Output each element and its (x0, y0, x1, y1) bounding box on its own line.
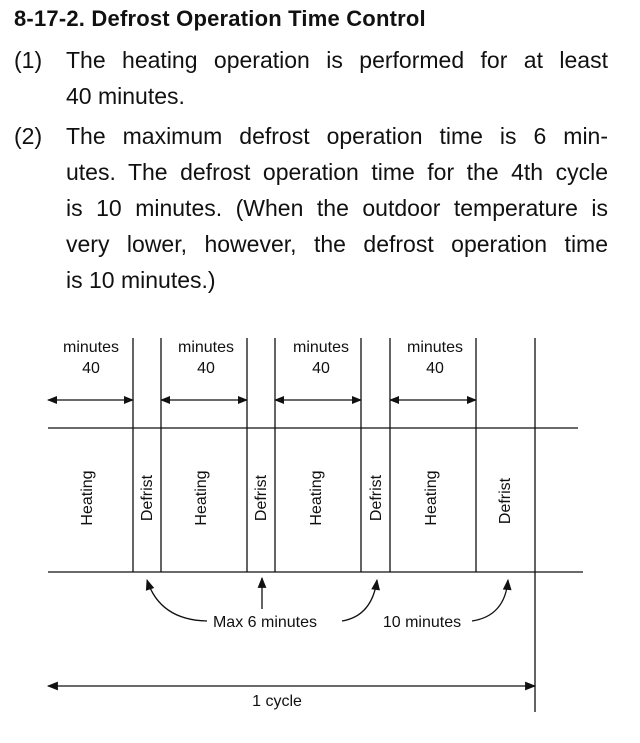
list-item-number: (2) (14, 123, 43, 149)
list-item-text (66, 42, 608, 114)
text-line: 40 minutes. (66, 83, 185, 109)
section-heading: 8-17-2. Defrost Operation Time Control (14, 6, 426, 31)
interval-label-bottom: 40 (197, 360, 215, 377)
interval-label-top: minutes (62, 339, 120, 356)
text-line: is 10 minutes. (When the outdoor temperature is (66, 195, 608, 221)
text-line: The maximum defrost operation time is 6 min- (66, 123, 608, 149)
list-item-text (66, 118, 608, 298)
max-curved-arrow (342, 580, 377, 621)
text-line: The heating operation is performed for at least (66, 47, 608, 73)
interval-label-bottom: 40 (426, 360, 444, 377)
interval-label-bottom: 40 (82, 360, 100, 377)
list-item-number: (1) (14, 47, 43, 73)
text-line: very lower, however, the defrost operation time (66, 231, 608, 257)
defrost-label: Defrist (253, 474, 270, 522)
interval-label-bottom: 40 (312, 360, 330, 377)
heating-label: Heating (79, 470, 96, 526)
defrost-label: Defrist (139, 474, 156, 522)
cycle-label: 1 cycle (252, 693, 302, 710)
interval-label-top: minutes (177, 339, 235, 356)
text-line: is 10 minutes.) (66, 267, 216, 293)
defrost-label: Defrist (368, 474, 385, 522)
heating-label: Heating (193, 470, 210, 526)
heating-label: Heating (308, 470, 325, 526)
text-line: utes. The defrost operation time for the 4th cycle (66, 159, 608, 185)
max-duration-label: Max 6 minutes (212, 614, 318, 631)
interval-label-top: minutes (406, 339, 464, 356)
defrost-label: Defrist (497, 477, 514, 525)
ten-minutes-label: 10 minutes (382, 614, 462, 631)
heating-label: Heating (423, 470, 440, 526)
defrost-timing-diagram (0, 320, 640, 743)
max-curved-arrow (147, 580, 207, 621)
ten-minutes-arrow (472, 580, 508, 621)
interval-label-top: minutes (292, 339, 350, 356)
